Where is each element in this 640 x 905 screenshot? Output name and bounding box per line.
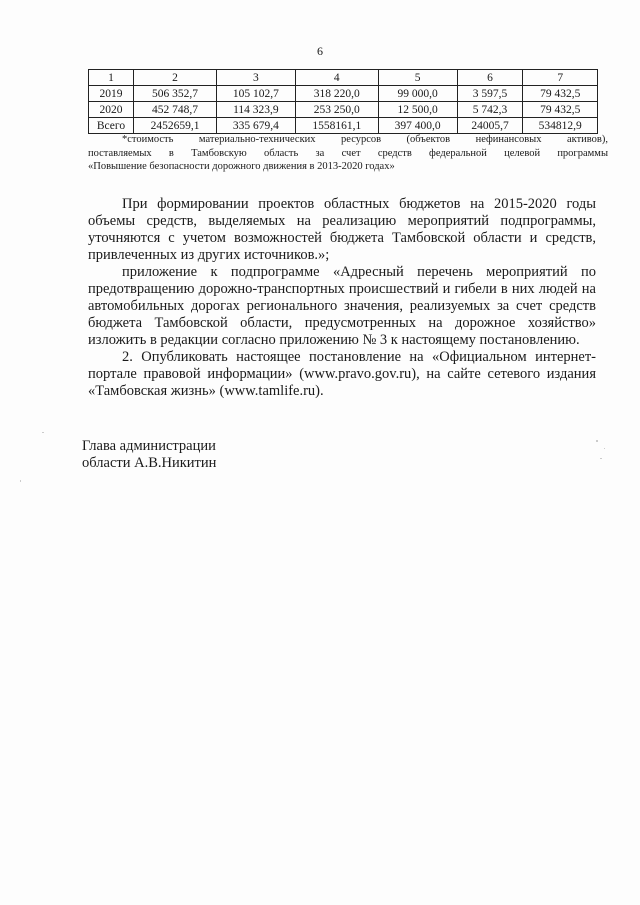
table-cell: 79 432,5 <box>523 86 598 102</box>
table-cell: 2020 <box>89 102 134 118</box>
table-header-row <box>89 70 598 86</box>
paragraph-budget: При формировании проектов областных бюджетов на 2015-2020 годы объемы средств, выделяемых на реализацию мероприятий подпрограммы, уточняются с учетом возможностей бюджета Тамбовской области и средств, привлеченных из других источников.»; <box>88 196 596 263</box>
table-header-cell: 4 <box>295 70 378 86</box>
table-cell: 506 352,7 <box>134 86 217 102</box>
data-table <box>88 69 598 134</box>
table-header-cell: 5 <box>378 70 457 86</box>
scan-speck <box>604 448 605 449</box>
table-cell: 1558161,1 <box>295 118 378 134</box>
table-row-total <box>89 118 598 134</box>
table-header-cell: 3 <box>217 70 296 86</box>
signature-name: области А.В.Никитин <box>82 455 217 471</box>
table-cell: 452 748,7 <box>134 102 217 118</box>
page-number: 6 <box>317 44 323 58</box>
table-cell: 114 323,9 <box>217 102 296 118</box>
scan-speck <box>596 440 598 442</box>
table-cell: 397 400,0 <box>378 118 457 134</box>
table-cell: 534812,9 <box>523 118 598 134</box>
table-cell: 5 742,3 <box>457 102 523 118</box>
table-cell: 79 432,5 <box>523 102 598 118</box>
table-row <box>89 102 598 118</box>
table-cell: 105 102,7 <box>217 86 296 102</box>
body-text <box>88 196 596 400</box>
table-cell: 335 679,4 <box>217 118 296 134</box>
footnote-line: «Повышение безопасности дорожного движения в 2013-2020 годах» <box>88 161 395 172</box>
table-row <box>89 86 598 102</box>
footnote-line: *стоимость материально-технических ресурсов (объектов нефинансовых активов), <box>122 134 608 145</box>
table-cell: 24005,7 <box>457 118 523 134</box>
scan-speck <box>600 458 602 459</box>
table-cell: 99 000,0 <box>378 86 457 102</box>
footnote-line: поставляемых в Тамбовскую область за счет средств федеральной целевой программы <box>88 147 608 159</box>
table-cell: 2019 <box>89 86 134 102</box>
table-header-cell: 7 <box>523 70 598 86</box>
paragraph-publish: 2. Опубликовать настоящее постановление на «Официальном интернет-портале правовой информации» (www.pravo.gov.ru), на сайте сетевого издания «Тамбовская жизнь» (www.tamlife.ru). <box>88 349 596 399</box>
signature-block <box>82 438 216 472</box>
table-cell: Всего <box>89 118 134 134</box>
signature-title: Глава администрации <box>82 438 216 454</box>
table-cell: 253 250,0 <box>295 102 378 118</box>
table-cell: 2452659,1 <box>134 118 217 134</box>
table-footnote <box>88 133 608 174</box>
table-cell: 12 500,0 <box>378 102 457 118</box>
table-header-cell: 2 <box>134 70 217 86</box>
scan-speck <box>42 432 44 433</box>
table-cell: 3 597,5 <box>457 86 523 102</box>
paragraph-appendix: приложение к подпрограмме «Адресный перечень мероприятий по предотвращению дорожно-транспортных происшествий и гибели в них людей на автомобильных дорогах регионального значения, реализуемых за счет средств бюджета Тамбовской области, предусмотренных на дорожное хозяйство» изложить в редакции согласно приложению № 3 к настоящему постановлению. <box>88 264 596 348</box>
scan-speck <box>20 480 21 482</box>
table-header-cell: 6 <box>457 70 523 86</box>
table-header-cell: 1 <box>89 70 134 86</box>
table-cell: 318 220,0 <box>295 86 378 102</box>
